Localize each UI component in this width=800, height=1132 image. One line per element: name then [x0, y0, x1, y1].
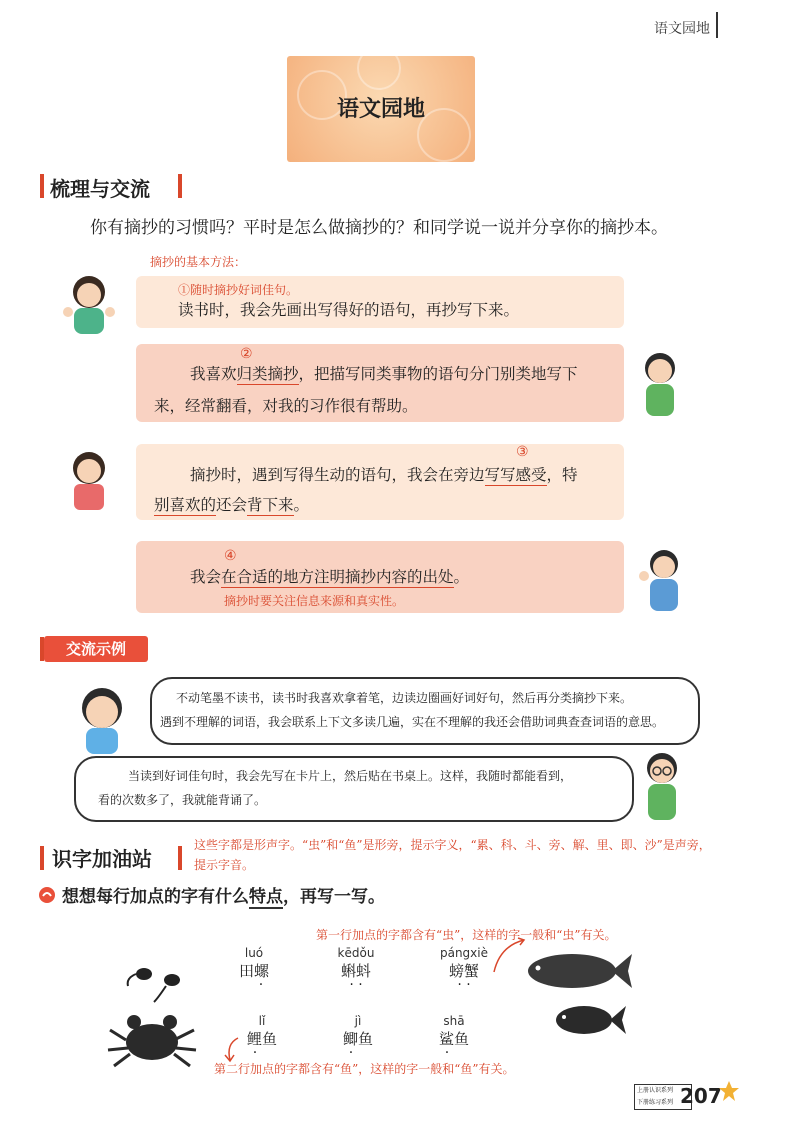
series-box: 上册认识系列 下册练习系列 [634, 1084, 692, 1110]
card2-number: ② [240, 346, 253, 362]
task-icon [38, 886, 56, 904]
card4-note: 摘抄时要关注信息来源和真实性。 [224, 594, 405, 608]
page-number: 207 [680, 1084, 722, 1108]
card3-number: ③ [516, 444, 529, 460]
card3-line1: 摘抄时，遇到写得生动的语句，我会在旁边写写感受，特 [190, 466, 578, 484]
intro-question: 你有摘抄的习惯吗？平时是怎么做摘抄的？和同学说一说并分享你的摘抄本。 [90, 218, 668, 238]
section2-bar-right [178, 846, 182, 870]
arrow-row2 [222, 1036, 246, 1064]
word-pangxie: pángxiè 螃蟹 · · [439, 946, 488, 993]
running-header: 语文园地 [654, 21, 710, 37]
card3-line2: 别喜欢的还会背下来。 [154, 496, 310, 514]
star-icon [718, 1080, 740, 1102]
card4-line1: 我会在合适的地方注明摘抄内容的出处。 [190, 568, 470, 586]
phonetic-note-line1: 这些字都是形声字。“虫”和“鱼”是形旁，提示字义，“累、科、斗、旁、解、里、即、沙”是声旁， [194, 838, 711, 852]
method-label: 摘抄的基本方法： [150, 255, 247, 269]
task-instruction: 想想每行加点的字有什么特点，再写一写。 [62, 887, 385, 907]
section2-bar-left [40, 846, 44, 870]
bubble2-line1: 当读到好词佳句时，我会先写在卡片上，然后贴在书桌上。这样，我随时都能看到， [128, 769, 573, 783]
word-shayu: shā 鲨鱼 · [438, 1014, 469, 1061]
card1-text: 读书时，我会先画出写得好的语句，再抄写下来。 [178, 301, 520, 319]
card2-line2: 来，经常翻看，对我的习作很有帮助。 [154, 397, 418, 415]
card1-note: ①随时摘抄好词佳句。 [178, 283, 299, 297]
row1-note: 第一行加点的字都含有“虫”，这样的字一般和“虫”有关。 [316, 928, 617, 942]
word-jiyu: jì 鲫鱼 · [342, 1014, 373, 1061]
crab-illustration [104, 1010, 200, 1070]
word-liyu: lǐ 鲤鱼 · [246, 1014, 277, 1061]
crucian-illustration [552, 1002, 626, 1038]
phonetic-note-line2: 提示字音。 [194, 858, 255, 872]
boy-avatar-3 [66, 684, 138, 754]
section-bar-left [40, 174, 44, 198]
bubble1-line2: 遇到不理解的词语，我会联系上下文多读几遍，实在不理解的我还会借助词典查查词语的意思。 [160, 715, 665, 729]
girl-avatar-2 [56, 448, 122, 510]
boy-avatar-2 [636, 546, 692, 612]
section-bar-right [178, 174, 182, 198]
row2-note: 第二行加点的字都含有“鱼”，这样的字一般和“鱼”有关。 [214, 1062, 515, 1076]
word-tianluo: luó 田螺 · [238, 946, 269, 993]
bubble2-line2: 看的次数多了，我就能背诵了。 [98, 793, 267, 807]
word-kedou: kēdǒu 蝌蚪 · · [337, 946, 375, 993]
card4-number: ④ [224, 548, 237, 564]
boy-avatar-1 [636, 348, 684, 418]
girl-avatar [56, 270, 122, 336]
header-divider [716, 12, 718, 38]
tadpoles-illustration [126, 960, 190, 1004]
section-heading-2: 识字加油站 [52, 847, 152, 871]
page-title: 语文园地 [336, 97, 425, 122]
card2-line1: 我喜欢归类摘抄，把描写同类事物的语句分门别类地写下 [190, 365, 578, 383]
boy-avatar-4 [636, 748, 688, 822]
example-badge: 交流示例 [44, 636, 148, 662]
bubble1-line1: 不动笔墨不读书，读书时我喜欢拿着笔，边读边圈画好词好句，然后再分类摘抄下来。 [176, 691, 633, 705]
carp-illustration [520, 948, 632, 994]
section-heading-1: 梳理与交流 [50, 177, 150, 201]
